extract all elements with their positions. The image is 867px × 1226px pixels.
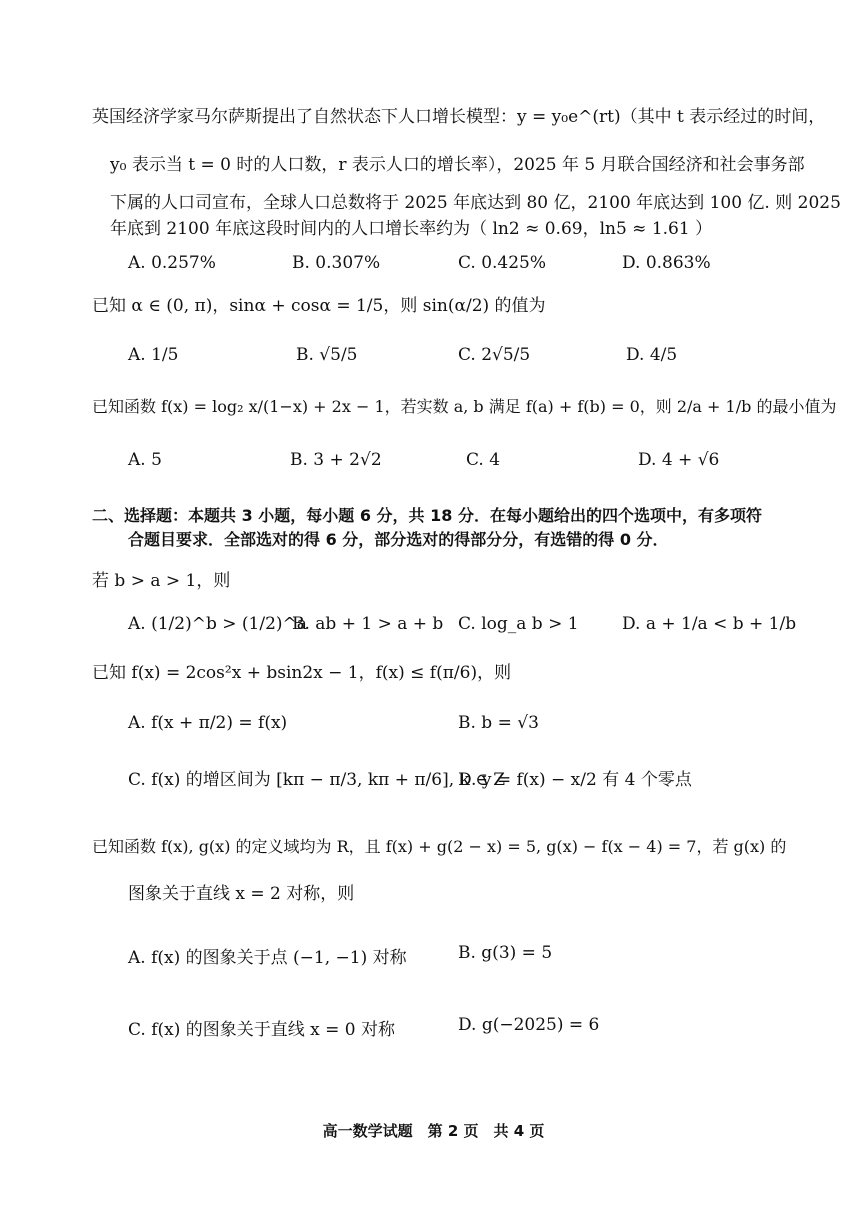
q6-line1: 英国经济学家马尔萨斯提出了自然状态下人口增长模型：y = y₀e^(rt)（其中 t 表示经过的时间， bbox=[92, 107, 826, 127]
q9-option-a: A. (1/2)^b > (1/2)^a bbox=[128, 614, 307, 634]
section2-heading-line2: 合题目要求．全部选对的得 6 分，部分选对的得部分分，有选错的得 0 分． bbox=[128, 530, 669, 549]
q7-text: 已知 α ∈ (0, π)，sinα + cosα = 1/5，则 sin(α/2) 的值为 bbox=[92, 296, 546, 316]
q9-option-d: D. a + 1/a < b + 1/b bbox=[622, 614, 797, 634]
q6-option-c: C. 0.425% bbox=[458, 253, 547, 273]
q6-option-b: B. 0.307% bbox=[292, 253, 381, 273]
q7-option-c: C. 2√5/5 bbox=[458, 345, 531, 365]
q7-option-a: A. 1/5 bbox=[128, 345, 179, 365]
q6-line3: 下属的人口司宣布，全球人口总数将于 2025 年底达到 80 亿，2100 年底达到 100 亿. 则 2025 bbox=[110, 193, 841, 213]
q6-line2: y₀ 表示当 t = 0 时的人口数，r 表示人口的增长率），2025 年 5 月联合国经济和社会事务部 bbox=[110, 155, 805, 175]
q10-option-c: C. f(x) 的增区间为 [kπ − π/3, kπ + π/6], k ∈ Z bbox=[128, 770, 506, 790]
q9-option-c: C. log_a b > 1 bbox=[458, 614, 579, 634]
q8-option-a: A. 5 bbox=[128, 450, 162, 470]
q11-line1: 已知函数 f(x), g(x) 的定义域均为 R，且 f(x) + g(2 − x) = 5, g(x) − f(x − 4) = 7，若 g(x) 的 bbox=[92, 837, 787, 856]
q10-option-b: B. b = √3 bbox=[458, 713, 539, 733]
q8-option-c: C. 4 bbox=[466, 450, 501, 470]
q8-text: 已知函数 f(x) = log₂ x/(1−x) + 2x − 1，若实数 a, b 满足 f(a) + f(b) = 0，则 2/a + 1/b 的最小值为 bbox=[92, 397, 837, 416]
q10-option-a: A. f(x + π/2) = f(x) bbox=[128, 713, 288, 733]
q11-option-d: D. g(−2025) = 6 bbox=[458, 1015, 600, 1035]
q7-option-b: B. √5/5 bbox=[296, 345, 358, 365]
q8-option-b: B. 3 + 2√2 bbox=[290, 450, 382, 470]
q8-option-d: D. 4 + √6 bbox=[638, 450, 720, 470]
q9-option-b: B. ab + 1 > a + b bbox=[292, 614, 444, 634]
section2-heading-line1: 二、选择题：本题共 3 小题，每小题 6 分，共 18 分．在每小题给出的四个选项中，有多项符 bbox=[92, 506, 762, 525]
q7-option-d: D. 4/5 bbox=[626, 345, 678, 365]
q10-option-d: D. y = f(x) − x/2 有 4 个零点 bbox=[458, 770, 692, 790]
q11-line2: 图象关于直线 x = 2 对称，则 bbox=[128, 884, 355, 904]
q6-option-a: A. 0.257% bbox=[128, 253, 216, 273]
q11-option-b: B. g(3) = 5 bbox=[458, 943, 553, 963]
page-footer: 高一数学试题 第 2 页 共 4 页 bbox=[322, 1122, 545, 1140]
q10-text: 已知 f(x) = 2cos²x + bsin2x − 1，f(x) ≤ f(π/6)，则 bbox=[92, 663, 512, 683]
q9-text: 若 b > a > 1，则 bbox=[92, 571, 231, 591]
q11-option-c: C. f(x) 的图象关于直线 x = 0 对称 bbox=[128, 1020, 396, 1040]
q11-option-a: A. f(x) 的图象关于点 (−1, −1) 对称 bbox=[128, 948, 407, 968]
q6-option-d: D. 0.863% bbox=[622, 253, 711, 273]
q6-line4: 年底到 2100 年底这段时间内的人口增长率约为（ ln2 ≈ 0.69，ln5 ≈ 1.61 ） bbox=[110, 219, 713, 239]
